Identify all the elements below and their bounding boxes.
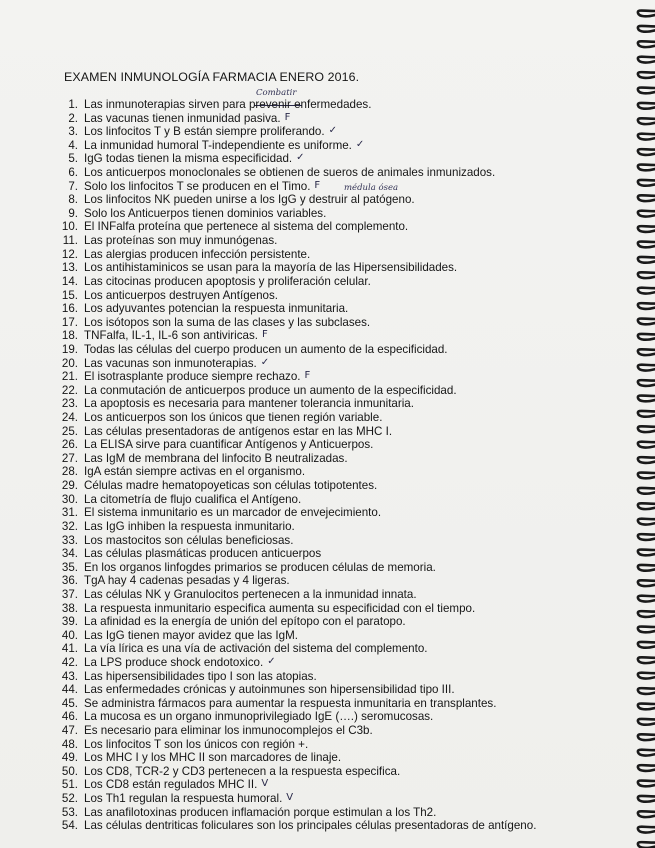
question-item [58,602,536,616]
question-text: La inmunidad humoral T-independiente es uniforme. [84,138,352,152]
spiral-loop [638,41,655,47]
spiral-loop [638,596,655,602]
question-text: La LPS produce shock endotoxico. [84,655,264,669]
question-number: 29. [61,479,78,493]
question-number: 35. [61,560,78,574]
question-number: 51. [61,778,78,792]
question-number: 39. [61,615,78,629]
question-item [58,152,536,166]
handwritten-note-q7: médula ósea [344,183,399,193]
question-item [58,289,536,303]
question-item [58,411,536,425]
question-text: Solo los Anticuerpos tienen dominios variables. [84,206,327,220]
question-item [58,98,536,112]
question-number: 45. [61,696,78,710]
spiral-loop [638,426,655,432]
question-text: Los Th1 regulan la respuesta humoral. [84,792,283,806]
question-text: La afinidad es la energía de unión del epítopo con el paratopo. [84,615,406,629]
question-text: Solo los linfocitos T se producen en el Timo. [84,179,311,193]
question-item [58,642,536,656]
question-text: Las IgM de membrana del linfocito B neutralizadas. [84,451,348,465]
question-item [58,520,536,534]
question-text: Los MHC I y los MHC II son marcadores de linaje. [84,751,342,765]
question-item [58,656,536,670]
question-number: 23. [61,397,78,411]
question-item [58,220,536,234]
spiral-loop [638,211,655,217]
question-number: 4. [68,138,78,152]
question-item [58,316,536,330]
question-number: 31. [61,506,78,520]
question-item [58,561,536,575]
spiral-loop [638,519,655,525]
question-item [58,792,536,806]
question-item [58,547,536,561]
spiral-loop [638,642,655,648]
question-item [58,778,536,792]
question-item [58,139,536,153]
question-item [58,248,536,262]
question-text: La vía lírica es una vía de activación del sistema del complemento. [84,642,428,656]
question-text: El isotrasplante produce siempre rechazo. [84,370,301,384]
spiral-loop [638,657,655,663]
question-number: 54. [61,819,78,833]
question-number: 9. [68,206,78,220]
spiral-loop [638,242,655,248]
question-text: El sistema inmunitario es un marcador de envejecimiento. [84,506,382,520]
question-item [58,275,536,289]
question-item [58,329,536,343]
question-text: La apoptosis es necesaria para mantener tolerancia inmunitaria. [84,397,414,411]
question-number: 22. [61,383,78,397]
spiral-loop [638,550,655,556]
spiral-loop [638,842,655,848]
spiral-loop [638,118,655,124]
question-number: 21. [61,370,78,384]
question-number: 49. [61,751,78,765]
question-item [58,493,536,507]
question-text: La respuesta inmunitario especifica aumenta su especificidad con el tiempo. [84,601,476,615]
spiral-loop [638,57,655,63]
question-item [58,180,536,194]
question-text: Todas las células del cuerpo producen un aumento de la especificidad. [84,342,448,356]
spiral-loop [638,195,655,201]
question-text: La citometría de flujo cualifica el Antígeno. [84,492,302,506]
question-number: 30. [61,492,78,506]
question-text: Las células dentriticas foliculares son los principales células presentadoras de antígeno. [84,819,537,833]
question-number: 44. [61,683,78,697]
question-text: IgG todas tienen la misma especificidad. [84,152,293,166]
question-number: 52. [61,792,78,806]
question-text: Se administra fármacos para aumentar la respuesta inmunitaria en transplantes. [84,696,497,710]
handwritten-mark: F [314,179,321,191]
question-text: IgA están siempre activas en el organismo. [84,465,306,479]
question-number: 37. [61,587,78,601]
question-text: La ELISA sirve para cuantificar Antígenos y Anticuerpos. [84,438,374,452]
question-text: Los antihistaminicos se usan para la mayoría de las Hipersensibilidades. [84,261,458,275]
question-item [58,112,536,126]
handwritten-note-q1: Combatir [256,88,297,98]
question-list [58,98,536,833]
question-text: TNFalfa, IL-1, IL-6 son antiviricas. [84,329,258,343]
spiral-loop [638,226,655,232]
question-item [58,819,536,833]
question-number: 42. [61,655,78,669]
spiral-loop [638,365,655,371]
question-text: Los CD8, TCR-2 y CD3 pertenecen a la respuesta especifica. [84,764,401,778]
spiral-loop [638,103,655,109]
spiral-loop [638,88,655,94]
question-text: Las enfermedades crónicas y autoinmunes son hipersensibilidad tipo III. [84,683,455,697]
spiral-loop [638,349,655,355]
question-number: 36. [61,574,78,588]
spiral-loop [638,750,655,756]
question-number: 18. [61,329,78,343]
question-item [58,574,536,588]
spiral-loop [638,72,655,78]
spiral-loop [638,781,655,787]
question-item [58,670,536,684]
handwritten-mark: ✓ [328,125,337,137]
spiral-loop [638,611,655,617]
question-number: 47. [61,724,78,738]
spiral-loop [638,827,655,833]
question-number: 27. [61,451,78,465]
question-item [58,438,536,452]
question-number: 48. [61,737,78,751]
spiral-loop [638,303,655,309]
spiral-loop [638,180,655,186]
question-text: Es necesario para eliminar los inmunocomplejos el C3b. [84,724,373,738]
spiral-binding [633,0,655,848]
question-number: 16. [61,302,78,316]
question-text: Las IgG inhiben la respuesta inmunitario. [84,519,295,533]
question-number: 25. [61,424,78,438]
question-number: 14. [61,274,78,288]
question-text: Los anticuerpos monoclonales se obtienen de sueros de animales inmunizados. [84,166,496,180]
question-item [58,629,536,643]
question-item [58,425,536,439]
question-text: Los isótopos son la suma de las clases y las subclases. [84,315,371,329]
question-number: 2. [68,111,78,125]
spiral-loop [638,704,655,710]
question-number: 53. [61,805,78,819]
handwritten-mark: F [261,329,268,341]
question-text: Las células presentadoras de antígenos estar en las MHC I. [84,424,393,438]
spiral-loop [638,796,655,802]
handwritten-mark: F [304,370,311,382]
question-item [58,506,536,520]
question-item [58,207,536,221]
spiral-loop [638,334,655,340]
question-text: Las citocinas producen apoptosis y proliferación celular. [84,274,371,288]
spiral-loop [638,673,655,679]
question-number: 26. [61,438,78,452]
handwritten-mark: V [286,792,294,804]
question-item [58,193,536,207]
question-item [58,588,536,602]
question-item [58,166,536,180]
question-number: 6. [68,166,78,180]
question-item [58,357,536,371]
question-text: Las anafilotoxinas producen inflamación porque estimulan a los Th2. [84,805,437,819]
spiral-loop [638,442,655,448]
question-number: 5. [68,152,78,166]
question-text: Los anticuerpos destruyen Antígenos. [84,288,279,302]
question-number: 15. [61,288,78,302]
question-text: Las proteínas son muy inmunógenas. [84,234,278,248]
handwritten-mark: ✓ [296,152,305,164]
spiral-loop [638,257,655,263]
question-text: TgA hay 4 cadenas pesadas y 4 ligeras. [84,574,290,588]
exam-title: EXAMEN INMUNOLOGÍA FARMACIA ENERO 2016. [64,70,360,84]
question-text: Las células plasmáticas producen anticuerpos [84,547,322,561]
question-text: Las vacunas tienen inmunidad pasiva. [84,111,281,125]
question-item [58,384,536,398]
question-item [58,615,536,629]
spiral-loop [638,11,655,17]
question-item [58,697,536,711]
spiral-loop [638,319,655,325]
question-text: Las hipersensibilidades tipo I son las atopias. [84,669,317,683]
question-number: 11. [62,234,78,248]
question-number: 20. [61,356,78,370]
question-item [58,534,536,548]
question-text: Las IgG tienen mayor avidez que las IgM. [84,628,298,642]
question-text: Los adyuvantes potencian la respuesta inmunitaria. [84,302,349,316]
question-number: 13. [61,261,78,275]
question-number: 10. [61,220,78,234]
question-text: Las inmunoterapias sirven para prevenir enfermedades. [84,98,372,111]
question-item [58,261,536,275]
spiral-loop [638,149,655,155]
question-number: 28. [61,465,78,479]
spiral-loop [638,488,655,494]
question-item [58,452,536,466]
question-item [58,683,536,697]
spiral-loop [638,534,655,540]
question-text: El INFalfa proteína que pertenece al sistema del complemento. [84,220,409,234]
question-text: Las vacunas son inmunoterapias. [84,356,257,370]
question-item [58,738,536,752]
question-number: 38. [61,601,78,615]
spiral-loop [638,411,655,417]
question-number: 7. [68,179,78,193]
question-text: Los linfocitos NK pueden unirse a los IgG y destruir al patógeno. [84,193,415,207]
question-number: 50. [61,764,78,778]
spiral-loop [638,380,655,386]
question-text: La mucosa es un organo inmunoprivilegiado IgE (….) seromucosas. [84,710,434,724]
handwritten-mark: ✓ [355,138,365,150]
question-item [58,397,536,411]
spiral-loop [638,734,655,740]
question-item [58,343,536,357]
question-text: Los anticuerpos son los únicos que tienen región variable. [84,411,383,425]
question-text: Los CD8 están regulados MHC II. [84,778,258,792]
spiral-loop [638,719,655,725]
question-item [58,302,536,316]
question-item [58,479,536,493]
question-number: 3. [68,125,78,139]
question-number: 12. [61,247,78,261]
spiral-loop [638,396,655,402]
spiral-loop [638,473,655,479]
question-text: Los mastocitos son células beneficiosas. [84,533,294,547]
question-number: 1. [68,98,78,111]
question-text: La conmutación de anticuerpos produce un aumento de la especificidad. [84,383,457,397]
question-number: 33. [61,533,78,547]
question-text: En los organos linfogdes primarios se producen células de memoria. [84,560,436,574]
question-item [58,234,536,248]
spiral-loop [638,688,655,694]
spiral-loop [638,765,655,771]
handwritten-mark: V [261,778,269,790]
question-text: Las células NK y Granulocitos pertenecen a la inmunidad innata. [84,587,417,601]
question-item [58,765,536,779]
spiral-loop [638,627,655,633]
question-text: Células madre hematopoyeticas son células totipotentes. [84,479,378,493]
question-number: 40. [61,628,78,642]
question-item [58,370,536,384]
question-number: 8. [68,193,78,207]
spiral-loop [638,503,655,509]
spiral-loop [638,811,655,817]
question-text: Los linfocitos T son los únicos con región +. [84,737,309,751]
spiral-loop [638,26,655,32]
spiral-loop [638,457,655,463]
question-text: Los linfocitos T y B están siempre proliferando. [84,125,325,139]
spiral-loop [638,272,655,278]
handwritten-mark: F [284,111,291,123]
spiral-loop [638,165,655,171]
question-item [58,806,536,820]
question-item [58,465,536,479]
spiral-loop [638,134,655,140]
question-number: 24. [61,411,78,425]
question-number: 46. [61,710,78,724]
spiral-loop [638,580,655,586]
question-number: 19. [61,342,78,356]
question-number: 43. [61,669,78,683]
question-number: 34. [61,547,78,561]
handwritten-mark: ✓ [267,655,276,667]
question-number: 17. [61,315,78,329]
question-item [58,724,536,738]
spiral-loop [638,288,655,294]
question-item [58,751,536,765]
handwritten-mark: ✓ [260,356,270,368]
spiral-loop [638,565,655,571]
question-number: 41. [61,642,78,656]
question-item [58,125,536,139]
question-text: Las alergias producen infección persistente. [84,247,311,261]
question-number: 32. [61,519,78,533]
question-item [58,710,536,724]
